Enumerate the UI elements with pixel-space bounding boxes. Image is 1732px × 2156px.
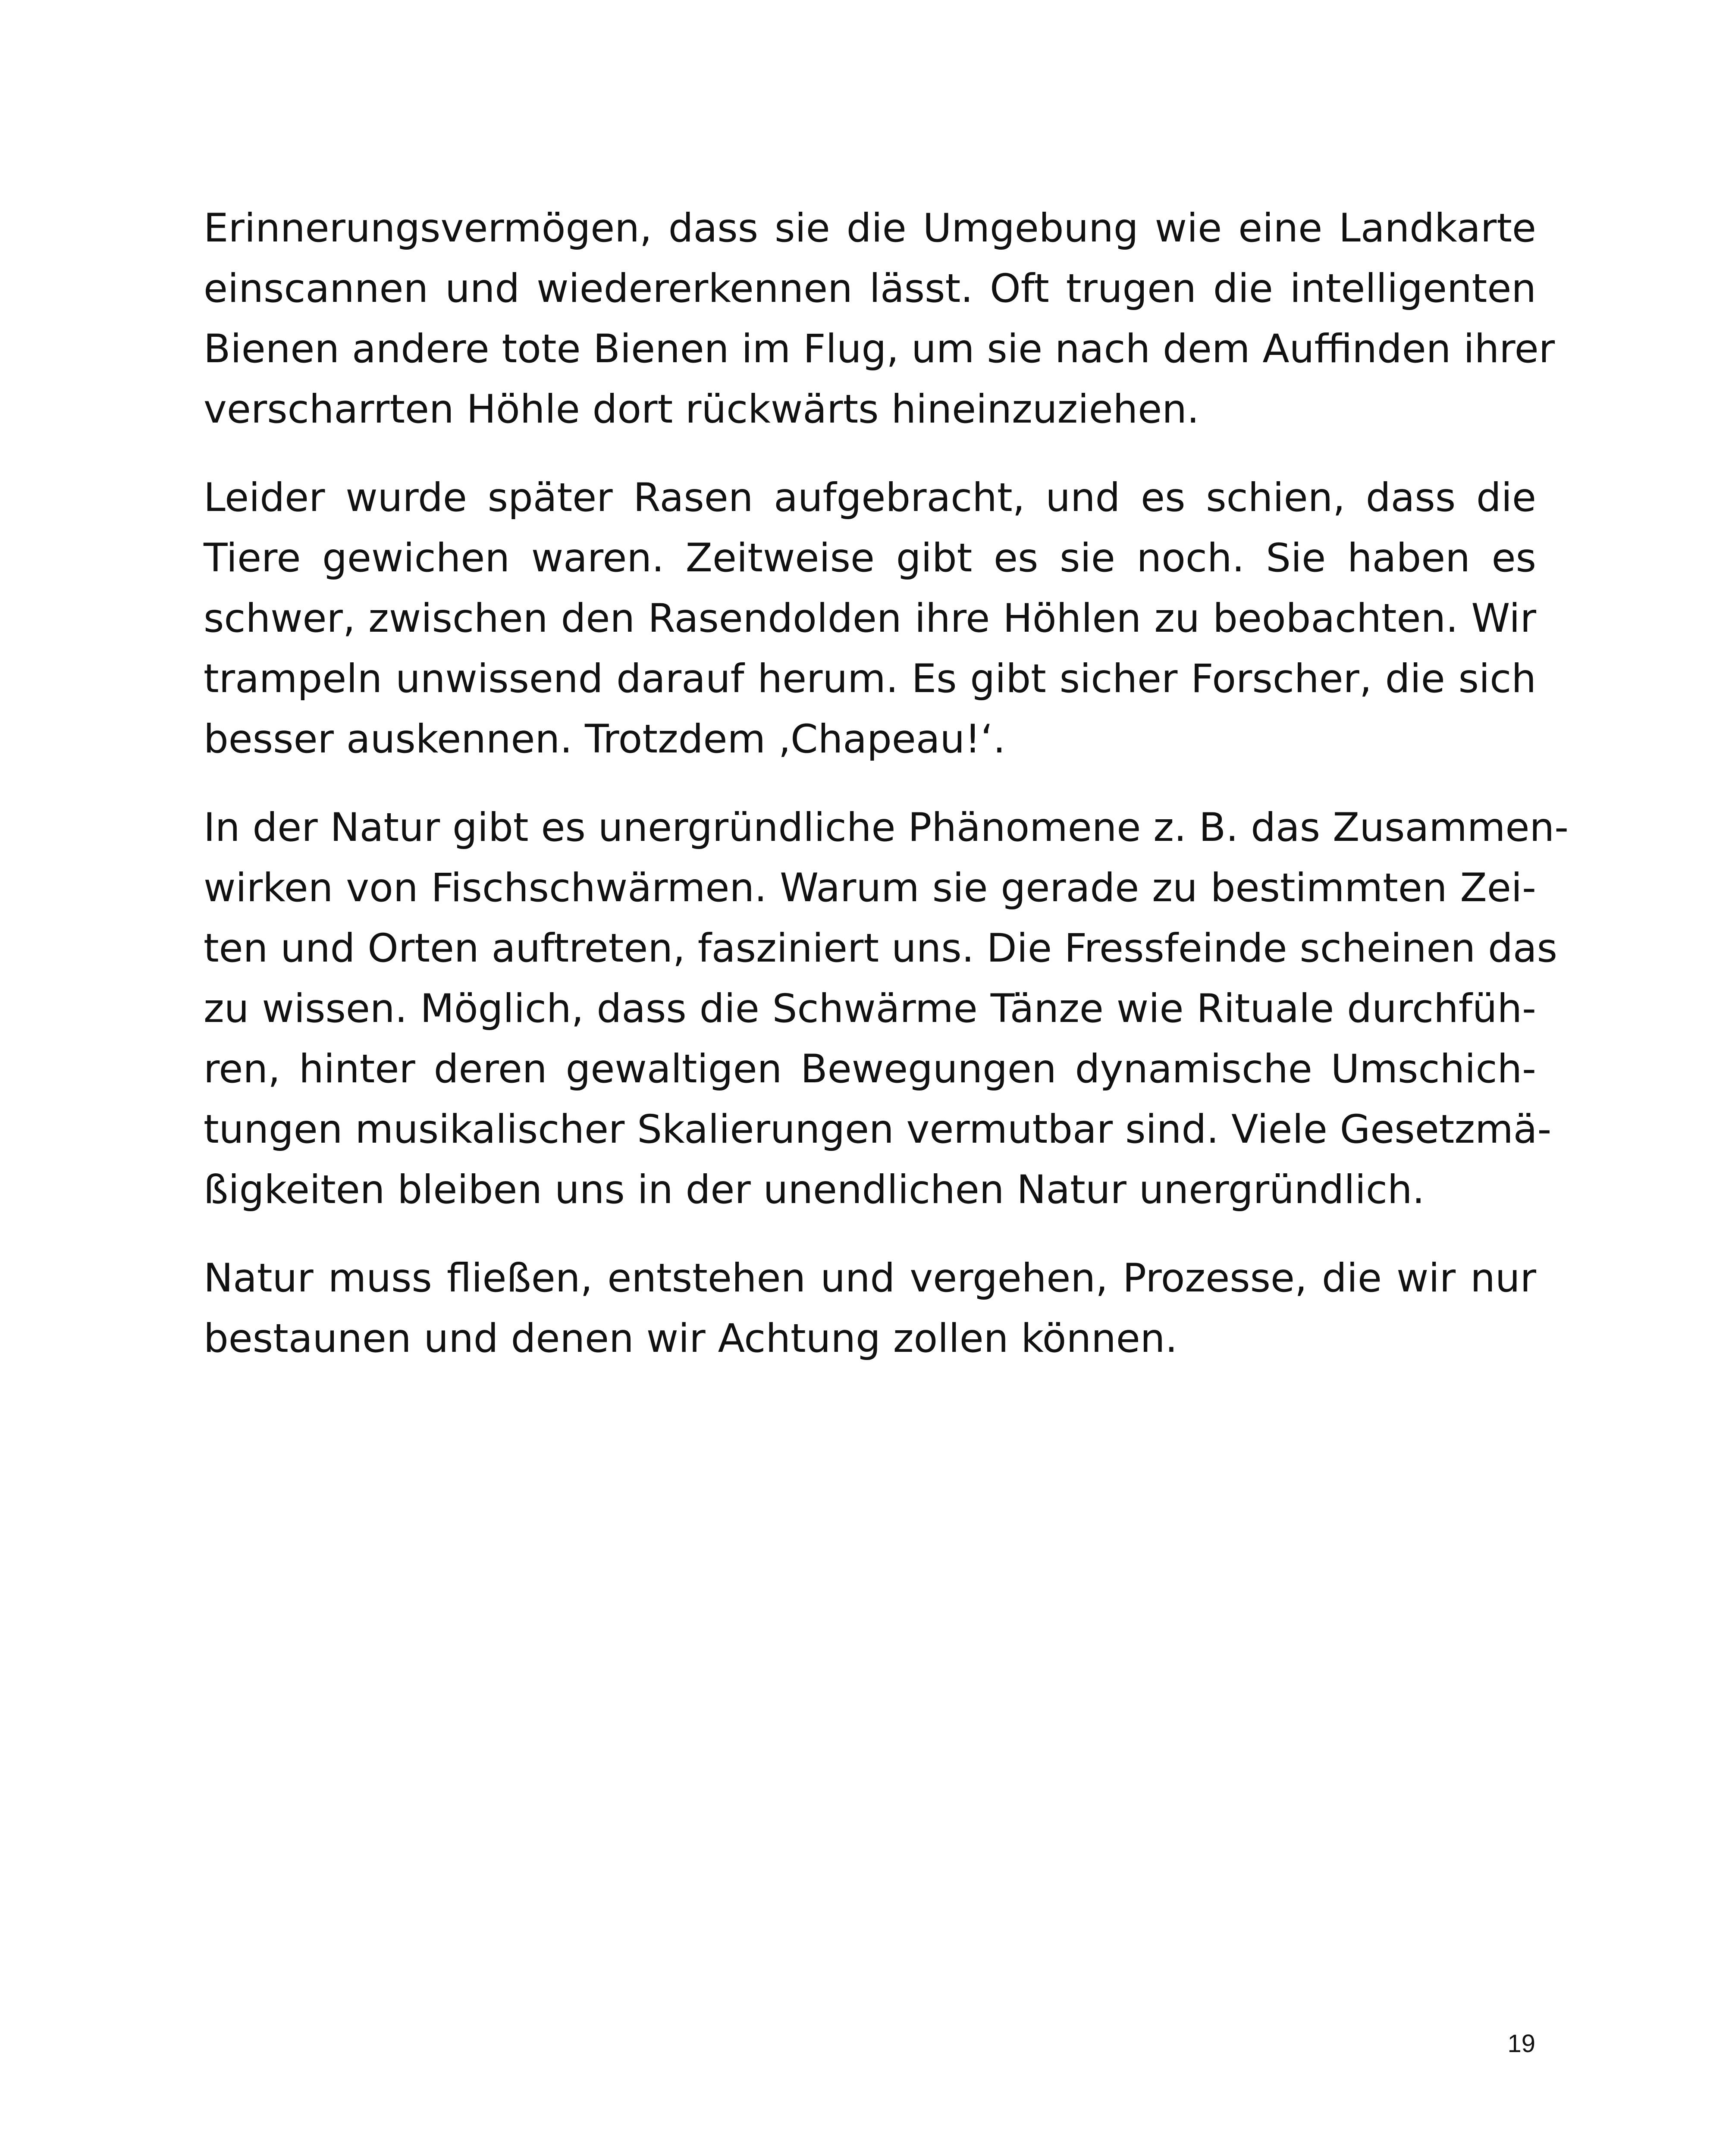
- text-line: ren, hinter deren gewaltigen Bewegungen dynamische Umschich-: [204, 1047, 1536, 1092]
- text-line: tungen musikalischer Skalierungen vermutbar sind. Viele Gesetzmä-: [204, 1107, 1552, 1152]
- text-line: Bienen andere tote Bienen im Flug, um sie nach dem Auffinden ihrer: [204, 326, 1555, 372]
- text-line: einscannen und wiedererkennen lässt. Oft trugen die intelligenten: [204, 266, 1536, 311]
- text-line: Tiere gewichen waren. Zeitweise gibt es sie noch. Sie haben es: [204, 536, 1536, 581]
- paragraph-4: [204, 1248, 1536, 1369]
- paragraph-1: [204, 198, 1555, 440]
- text-line: wirken von Fischschwärmen. Warum sie gerade zu bestimmten Zei-: [204, 865, 1536, 911]
- text-line: verscharrten Höhle dort rückwärts hineinzuziehen.: [204, 387, 1199, 432]
- text-line: Leider wurde später Rasen aufgebracht, und es schien, dass die: [204, 475, 1536, 520]
- text-line: schwer, zwischen den Rasendolden ihre Höhlen zu beobachten. Wir: [204, 596, 1536, 641]
- text-line: Erinnerungsvermögen, dass sie die Umgebung wie eine Landkarte: [204, 206, 1536, 251]
- text-line: bestaunen und denen wir Achtung zollen können.: [204, 1316, 1178, 1361]
- text-line: zu wissen. Möglich, dass die Schwärme Tänze wie Rituale durchfüh-: [204, 986, 1536, 1031]
- paragraph-2: [204, 468, 1536, 770]
- page-number: 19: [1507, 2030, 1535, 2058]
- text-line: ten und Orten auftreten, fasziniert uns. Die Fressfeinde scheinen das: [204, 926, 1558, 971]
- body-text: [204, 198, 1569, 1397]
- paragraph-3: [204, 798, 1569, 1220]
- text-line: In der Natur gibt es unergründliche Phänomene z. B. das Zusammen-: [204, 805, 1569, 850]
- text-line: besser auskennen. Trotzdem ‚Chapeau!‘.: [204, 717, 1006, 762]
- text-line: Natur muss fließen, entstehen und vergehen, Prozesse, die wir nur: [204, 1256, 1536, 1301]
- text-line: ßigkeiten bleiben uns in der unendlichen Natur unergründlich.: [204, 1167, 1425, 1213]
- text-line: trampeln unwissend darauf herum. Es gibt sicher Forscher, die sich: [204, 656, 1536, 702]
